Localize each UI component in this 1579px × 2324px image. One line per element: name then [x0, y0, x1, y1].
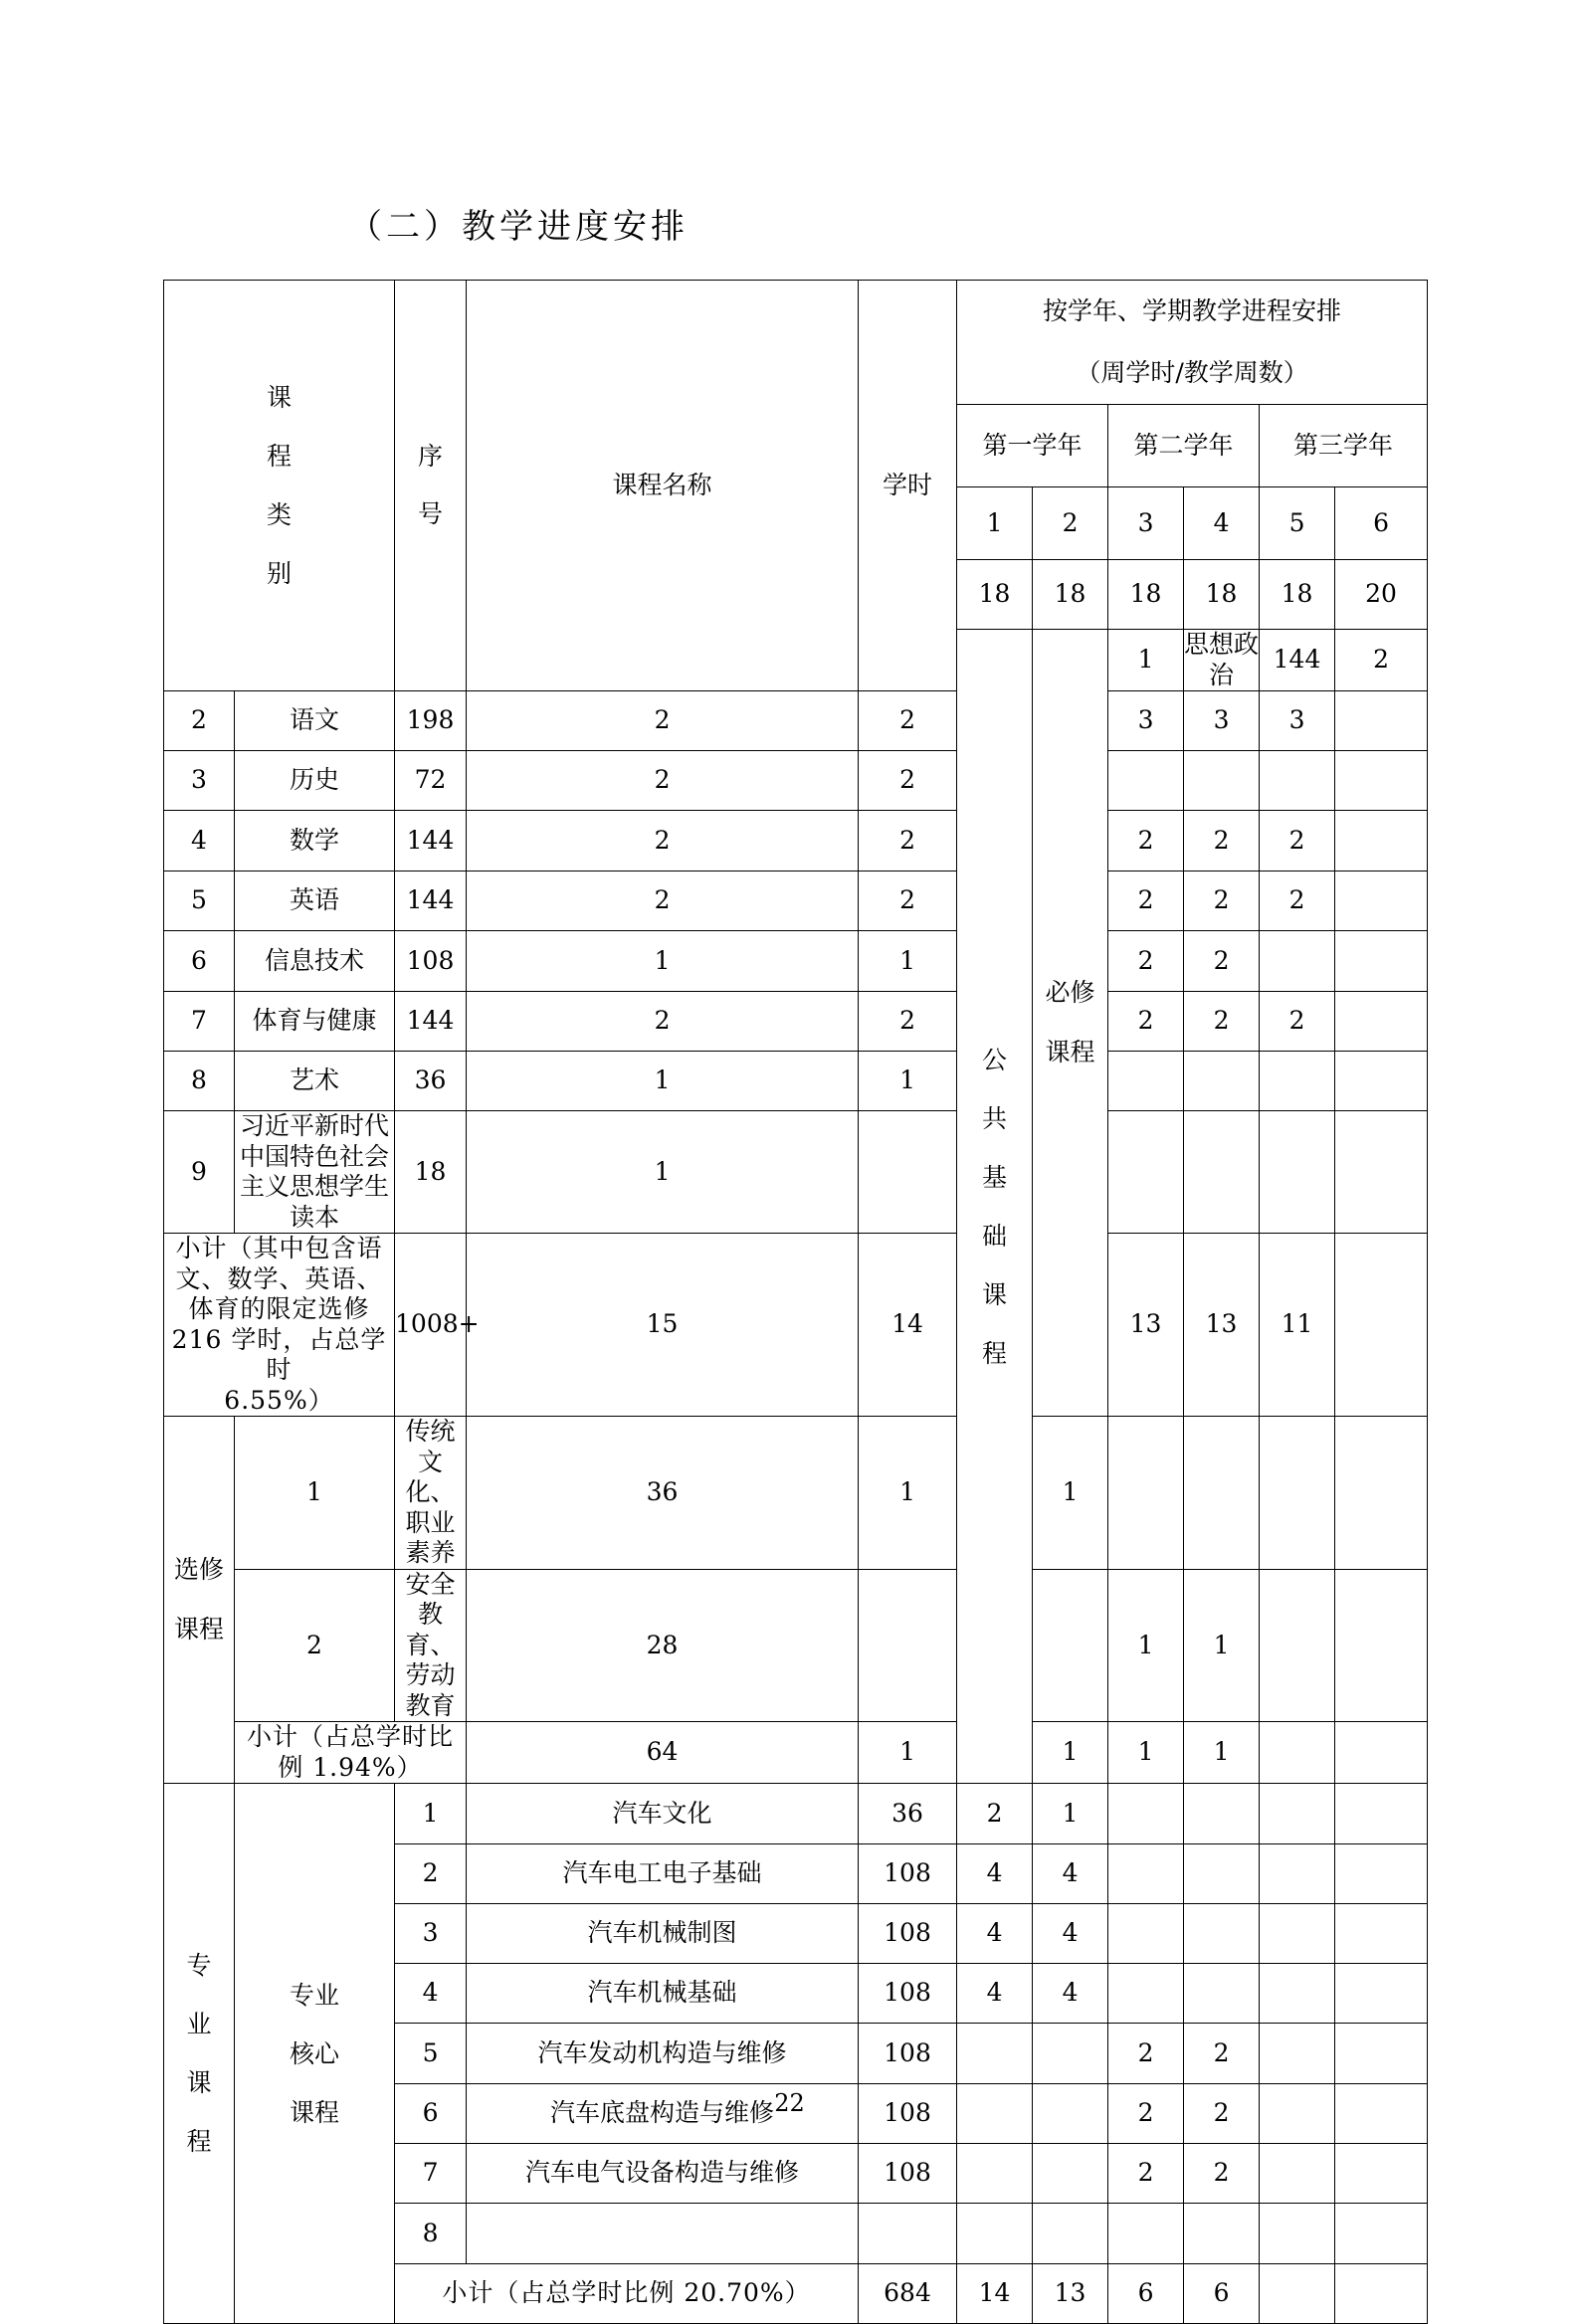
- term-5-hours: [1260, 2024, 1335, 2084]
- seq-cell: 4: [164, 811, 235, 872]
- subtotal-hours: 1008+: [395, 1234, 467, 1417]
- term-2-hours: 1: [859, 931, 957, 992]
- public-foundation-label: [957, 630, 1033, 1784]
- professional-courses-label-char: 课: [186, 2068, 212, 2097]
- subtotal-label: 小计（占总学时比例 20.70%）: [395, 2264, 859, 2324]
- hours-cell: 28: [467, 1569, 859, 1722]
- term-6-hours: [1335, 1234, 1428, 1417]
- term-2-hours: 2: [859, 751, 957, 811]
- hours-cell: 108: [859, 1904, 957, 1964]
- term-2-hours: [1033, 2204, 1108, 2264]
- term-5-hours: [1260, 2264, 1335, 2324]
- professional-courses-label-char: 业: [186, 2010, 212, 2038]
- term-6-hours: [1335, 1417, 1428, 1570]
- hours-cell: 108: [395, 931, 467, 992]
- term-5-hours: [1260, 1417, 1335, 1570]
- course-name-cell: 汽车机械制图: [467, 1904, 859, 1964]
- term-4-hours: 2: [1184, 811, 1260, 872]
- term-1-hours: 1: [859, 1722, 957, 1784]
- term-3-hours: [1108, 1111, 1184, 1234]
- term-4-hours: 1: [1184, 1722, 1260, 1784]
- term-3-hours: 6: [1108, 2264, 1184, 2324]
- term-3-hours: [1108, 1417, 1184, 1570]
- term-5-hours: [1260, 1052, 1335, 1111]
- term-3-hours: 13: [1108, 1234, 1184, 1417]
- seq-cell: 3: [395, 1904, 467, 1964]
- term-2-hours: 1: [1033, 1722, 1108, 1784]
- term-6-hours: [1335, 1964, 1428, 2024]
- course-name-cell: [235, 1111, 395, 1234]
- term-4-hours: 1: [1184, 1569, 1260, 1722]
- public-foundation-label-char: 基: [982, 1162, 1008, 1192]
- term-3-hours: 2: [1108, 872, 1184, 931]
- term-4-hours: [1184, 1417, 1260, 1570]
- header-weeks-5: 18: [1260, 560, 1335, 630]
- subtotal-row: [164, 1722, 1428, 1784]
- seq-cell: 6: [164, 931, 235, 992]
- term-3-hours: [1108, 1964, 1184, 2024]
- term-4-hours: [1184, 1844, 1260, 1904]
- term-1-hours: 1: [467, 1052, 859, 1111]
- header-seq-char: 号: [418, 499, 444, 528]
- course-name-cell: 语文: [235, 691, 395, 751]
- hours-cell: 72: [395, 751, 467, 811]
- term-5-hours: [1260, 1111, 1335, 1234]
- course-name-cell: 体育与健康: [235, 992, 395, 1052]
- term-2-hours: 1: [1033, 1417, 1108, 1570]
- hours-cell: 108: [859, 2144, 957, 2204]
- term-6-hours: [1335, 931, 1428, 992]
- term-5-hours: [1260, 2204, 1335, 2264]
- table-row: [164, 691, 1428, 751]
- term-1-hours: 4: [957, 1904, 1033, 1964]
- seq-cell: 3: [164, 751, 235, 811]
- term-1-hours: 2: [467, 992, 859, 1052]
- seq-cell: 2: [235, 1569, 395, 1722]
- term-6-hours: [1335, 1784, 1428, 1844]
- term-2-hours: 1: [1033, 1784, 1108, 1844]
- term-3-hours: [1108, 1844, 1184, 1904]
- term-2-hours: 4: [1033, 1964, 1108, 2024]
- term-6-hours: [1335, 1844, 1428, 1904]
- term-2-hours: 2: [859, 992, 957, 1052]
- seq-cell: 7: [395, 2144, 467, 2204]
- hours-cell: 108: [859, 1844, 957, 1904]
- header-seq-char: 序: [418, 442, 444, 471]
- header-term-6: 6: [1335, 487, 1428, 560]
- table-row: [164, 931, 1428, 992]
- header-term-3: 3: [1108, 487, 1184, 560]
- term-2-hours: [1033, 1569, 1108, 1722]
- term-3-hours: 1: [1108, 1722, 1184, 1784]
- required-courses-label-char: 课程: [1045, 1038, 1095, 1066]
- term-1-hours: 4: [957, 1844, 1033, 1904]
- public-foundation-label-char: 程: [982, 1338, 1008, 1368]
- term-3-hours: 3: [1108, 691, 1184, 751]
- term-1-hours: [859, 1569, 957, 1722]
- header-category-char: 别: [267, 559, 293, 588]
- term-6-hours: [1335, 872, 1428, 931]
- header-weeks-6: 20: [1335, 560, 1428, 630]
- hours-cell: 108: [859, 2024, 957, 2084]
- term-2-hours: 1: [859, 1052, 957, 1111]
- term-4-hours: [1184, 1111, 1260, 1234]
- course-name-cell: 信息技术: [235, 931, 395, 992]
- section-title: （二）教学进度安排: [348, 207, 689, 247]
- subtotal-label-line: 小计（其中包含语文、数学、英语、: [175, 1234, 383, 1293]
- term-5-hours: [1260, 1722, 1335, 1784]
- course-name-cell: 汽车机械基础: [467, 1964, 859, 2024]
- core-courses-label-char: 专业: [290, 1980, 340, 2010]
- seq-cell: 7: [164, 992, 235, 1052]
- elective-courses-label-char: 选修: [173, 1555, 224, 1584]
- term-2-hours: 4: [1033, 1904, 1108, 1964]
- header-weeks-3: 18: [1108, 560, 1184, 630]
- hours-cell: 36: [395, 1052, 467, 1111]
- course-name-cell: 汽车底盘构造与维修: [467, 2084, 859, 2144]
- header-weeks-1: 18: [957, 560, 1033, 630]
- term-1-hours: 1: [859, 1417, 957, 1570]
- hours-cell: 198: [395, 691, 467, 751]
- header-category-char: 类: [267, 500, 293, 529]
- term-4-hours: 2: [1184, 2144, 1260, 2204]
- table-row: [164, 811, 1428, 872]
- term-2-hours: 4: [1033, 1844, 1108, 1904]
- term-2-hours: 14: [859, 1234, 957, 1417]
- term-3-hours: 2: [1108, 992, 1184, 1052]
- course-name-cell: 思想政治: [1184, 630, 1260, 689]
- professional-courses-label: [164, 1784, 235, 2324]
- term-4-hours: 3: [1184, 691, 1260, 751]
- table-row: [164, 1569, 1428, 1722]
- term-4-hours: [1184, 1052, 1260, 1111]
- page-number: 22: [774, 2089, 805, 2117]
- header-category-char: 课: [267, 383, 293, 412]
- table-row: [164, 872, 1428, 931]
- term-2-hours: [859, 1111, 957, 1234]
- term-3-hours: [1108, 1784, 1184, 1844]
- term-1-hours: [957, 2204, 1033, 2264]
- hours-cell: 36: [467, 1417, 859, 1570]
- term-4-hours: 2: [1184, 2024, 1260, 2084]
- term-1-hours: 15: [467, 1234, 859, 1417]
- table-row: [164, 751, 1428, 811]
- term-2-hours: 13: [1033, 2264, 1108, 2324]
- course-name-cell: 汽车发动机构造与维修: [467, 2024, 859, 2084]
- term-6-hours: [1335, 992, 1428, 1052]
- required-courses-label-char: 必修: [1045, 978, 1095, 1007]
- term-5-hours: 2: [1260, 992, 1335, 1052]
- term-2-hours: 2: [859, 811, 957, 872]
- subtotal-row: [164, 1234, 1428, 1417]
- professional-courses-label-char: 专: [186, 1951, 212, 1980]
- term-5-hours: [1260, 1844, 1335, 1904]
- public-foundation-label-char: 共: [982, 1103, 1008, 1133]
- term-6-hours: [1335, 2204, 1428, 2264]
- term-6-hours: [1335, 691, 1428, 751]
- seq-cell: 5: [164, 872, 235, 931]
- term-6-hours: [1335, 2264, 1428, 2324]
- term-6-hours: [1335, 751, 1428, 811]
- seq-cell: 8: [164, 1052, 235, 1111]
- term-1-hours: 1: [467, 931, 859, 992]
- public-foundation-label-char: 公: [982, 1045, 1008, 1074]
- term-4-hours: 2: [1184, 931, 1260, 992]
- subtotal-label: [164, 1234, 395, 1417]
- header-year-1: 第一学年: [957, 405, 1108, 487]
- term-1-hours: 14: [957, 2264, 1033, 2324]
- term-1-hours: 4: [957, 1964, 1033, 2024]
- course-name-cell: 数学: [235, 811, 395, 872]
- course-name-cell: 安全教育、劳动教育: [395, 1569, 467, 1722]
- term-2-hours: [1033, 2144, 1108, 2204]
- header-term-1: 1: [957, 487, 1033, 560]
- term-1-hours: [957, 2024, 1033, 2084]
- term-1-hours: 2: [467, 872, 859, 931]
- header-year-2: 第二学年: [1108, 405, 1260, 487]
- header-term-2: 2: [1033, 487, 1108, 560]
- hours-cell: 144: [395, 992, 467, 1052]
- course-name-cell: 汽车电工电子基础: [467, 1844, 859, 1904]
- course-name-line: 主义思想学生读本: [240, 1172, 390, 1232]
- term-4-hours: 6: [1184, 2264, 1260, 2324]
- header-schedule-line2: （周学时/教学周数）: [1076, 358, 1308, 387]
- subtotal-hours: 684: [859, 2264, 957, 2324]
- seq-cell: 2: [395, 1844, 467, 1904]
- term-1-hours: 2: [467, 811, 859, 872]
- header-course-category: [164, 281, 395, 691]
- term-5-hours: [1260, 931, 1335, 992]
- header-hours: 学时: [859, 281, 957, 691]
- course-name-cell: [467, 2204, 859, 2264]
- course-name-cell: 汽车电气设备构造与维修: [467, 2144, 859, 2204]
- term-6-hours: [1335, 2144, 1428, 2204]
- header-term-5: 5: [1260, 487, 1335, 560]
- public-foundation-label-char: 课: [982, 1279, 1008, 1309]
- term-3-hours: [1108, 751, 1184, 811]
- core-courses-label-char: 课程: [290, 2097, 340, 2127]
- hours-cell: 144: [395, 811, 467, 872]
- term-5-hours: [1260, 1904, 1335, 1964]
- term-6-hours: [1335, 1904, 1428, 1964]
- header-category-char: 程: [267, 442, 293, 471]
- term-6-hours: [1335, 2024, 1428, 2084]
- hours-cell: 108: [859, 1964, 957, 2024]
- header-weeks-2: 18: [1033, 560, 1108, 630]
- term-4-hours: 13: [1184, 1234, 1260, 1417]
- table-row: [164, 992, 1428, 1052]
- core-courses-label-char: 核心: [290, 2038, 340, 2068]
- term-1-hours: 1: [467, 1111, 859, 1234]
- teaching-schedule-table: [163, 280, 1428, 2324]
- term-3-hours: [1108, 1904, 1184, 1964]
- header-schedule-line1: 按学年、学期教学进程安排: [1043, 296, 1342, 325]
- term-4-hours: [1184, 1904, 1260, 1964]
- elective-courses-label: [164, 1417, 235, 1784]
- term-5-hours: [1260, 751, 1335, 811]
- hours-cell: 36: [859, 1784, 957, 1844]
- elective-courses-label-char: 课程: [173, 1615, 224, 1644]
- header-year-3: 第三学年: [1260, 405, 1428, 487]
- hours-cell: 144: [395, 872, 467, 931]
- term-6-hours: [1335, 1569, 1428, 1722]
- table-row: [164, 1052, 1428, 1111]
- header-schedule: [957, 281, 1428, 405]
- term-3-hours: [1108, 2204, 1184, 2264]
- term-3-hours: 2: [1108, 2024, 1184, 2084]
- header-seq: [395, 281, 467, 691]
- header-course-name: 课程名称: [467, 281, 859, 691]
- term-4-hours: [1184, 1784, 1260, 1844]
- term-2-hours: 2: [859, 872, 957, 931]
- term-4-hours: [1184, 1964, 1260, 2024]
- required-courses-label: [1033, 630, 1108, 1417]
- course-name-cell: 历史: [235, 751, 395, 811]
- term-3-hours: 1: [1108, 1569, 1184, 1722]
- term-5-hours: 3: [1260, 691, 1335, 751]
- course-name-cell: 艺术: [235, 1052, 395, 1111]
- term-3-hours: 2: [1108, 2144, 1184, 2204]
- table-row: [164, 1417, 1428, 1570]
- seq-cell: 6: [395, 2084, 467, 2144]
- seq-cell: 8: [395, 2204, 467, 2264]
- term-2-hours: [1033, 2024, 1108, 2084]
- term-1-hours: 2: [957, 1784, 1033, 1844]
- term-4-hours: [1184, 2204, 1260, 2264]
- seq-cell: 1: [1108, 630, 1184, 691]
- subtotal-label: 小计（占总学时比例 1.94%）: [235, 1722, 467, 1784]
- seq-cell: 5: [395, 2024, 467, 2084]
- term-5-hours: 11: [1260, 1234, 1335, 1417]
- course-name-line: 习近平新时代中国特色社会: [240, 1111, 390, 1171]
- term-3-hours: 2: [1108, 2084, 1184, 2144]
- core-courses-label: [235, 1784, 395, 2324]
- term-6-hours: [1335, 1111, 1428, 1234]
- hours-cell: 18: [395, 1111, 467, 1234]
- course-name-cell: 传统文化、职业素养: [395, 1417, 467, 1570]
- hours-cell: [859, 2204, 957, 2264]
- term-5-hours: [1260, 1569, 1335, 1722]
- term-4-hours: 2: [1184, 2084, 1260, 2144]
- term-5-hours: [1260, 1784, 1335, 1844]
- header-weeks-4: 18: [1184, 560, 1260, 630]
- term-5-hours: 2: [1260, 872, 1335, 931]
- term-4-hours: [1184, 751, 1260, 811]
- term-4-hours: 2: [1184, 872, 1260, 931]
- seq-cell: 1: [235, 1417, 395, 1570]
- public-foundation-label-char: 础: [982, 1221, 1008, 1251]
- subtotal-label-line: 6.55%）: [224, 1385, 334, 1415]
- term-3-hours: 2: [1108, 931, 1184, 992]
- table-row: [164, 1784, 1428, 1844]
- seq-cell: 4: [395, 1964, 467, 2024]
- term-6-hours: [1335, 1722, 1428, 1784]
- term-6-hours: [1335, 1052, 1428, 1111]
- term-1-hours: [957, 2144, 1033, 2204]
- term-5-hours: 2: [1260, 811, 1335, 872]
- term-4-hours: 2: [1184, 992, 1260, 1052]
- term-3-hours: 2: [1108, 811, 1184, 872]
- table-row: [164, 1111, 1428, 1234]
- term-5-hours: [1260, 2144, 1335, 2204]
- course-name-cell: 汽车文化: [467, 1784, 859, 1844]
- professional-courses-label-char: 程: [186, 2127, 212, 2156]
- term-5-hours: [1260, 1964, 1335, 2024]
- term-2-hours: 2: [859, 691, 957, 751]
- subtotal-hours: 64: [467, 1722, 859, 1784]
- course-name-cell: 英语: [235, 872, 395, 931]
- term-6-hours: [1335, 811, 1428, 872]
- seq-cell: 2: [164, 691, 235, 751]
- hours-cell: 108: [859, 2084, 957, 2144]
- term-3-hours: [1108, 1052, 1184, 1111]
- hours-cell: 144: [1260, 630, 1335, 691]
- term-1-hours: 2: [1335, 630, 1428, 691]
- header-term-4: 4: [1184, 487, 1260, 560]
- seq-cell: 9: [164, 1111, 235, 1234]
- term-1-hours: 2: [467, 691, 859, 751]
- term-1-hours: 2: [467, 751, 859, 811]
- subtotal-label-line: 体育的限定选修 216 学时，占总学时: [171, 1294, 387, 1384]
- seq-cell: 1: [395, 1784, 467, 1844]
